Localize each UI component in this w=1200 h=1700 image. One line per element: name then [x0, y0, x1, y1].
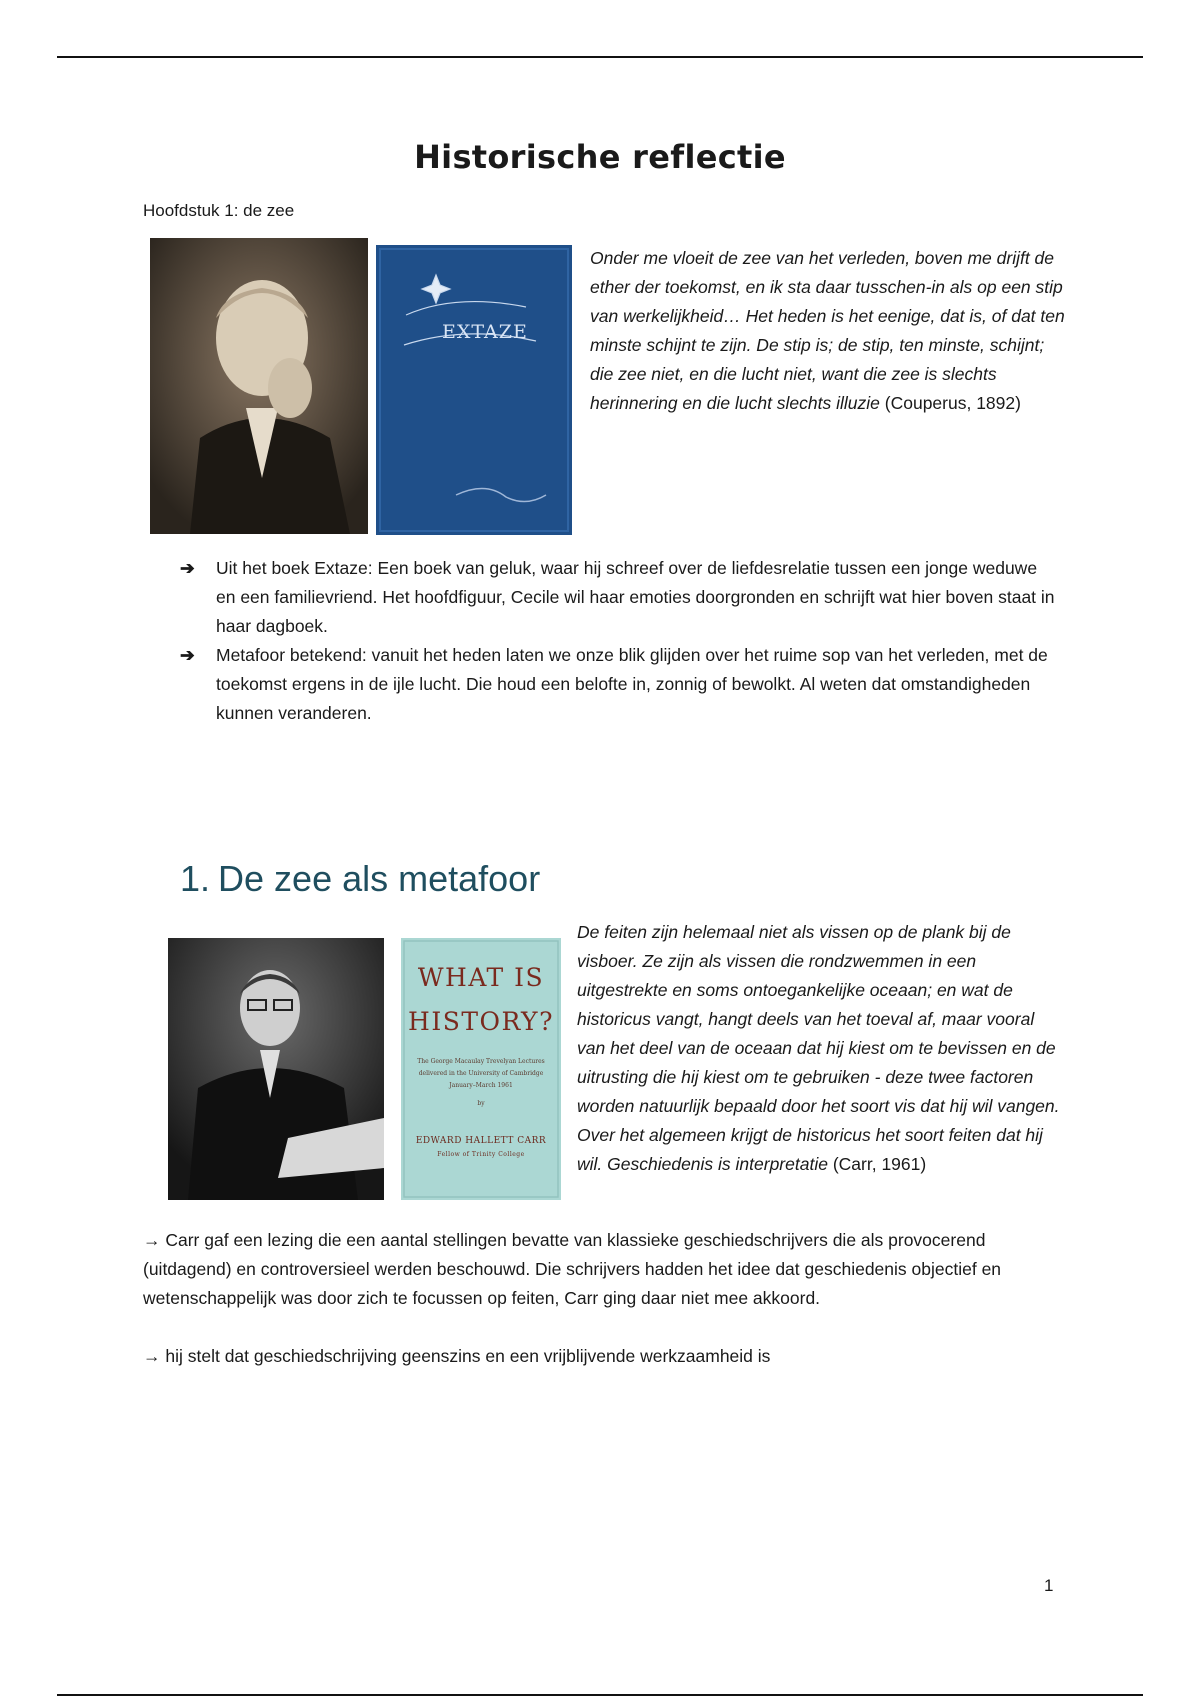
carr-portrait-photo — [168, 938, 384, 1200]
section-title: De zee als metafoor — [218, 858, 541, 899]
book-cover-author — [401, 1134, 561, 1162]
book-cover-by: by — [477, 1100, 485, 1107]
paragraph: → Carr gaf een lezing die een aantal stellingen bevatte van klassieke geschiedschrijvers die als provocerend (uitdagend) en controversieel werden beschouwd. Die schrijvers hadden het idee dat geschiedenis objectief en wetenschappelijk was door zich te focussen op feiten, Carr ging daar niet mee akkoord. — [143, 1230, 1002, 1308]
list-item — [180, 554, 1060, 641]
book-cover-title-line: HISTORY? — [408, 1007, 554, 1036]
couperus-portrait-photo — [150, 238, 368, 534]
couperus-quote-text: Onder me vloeit de zee van het verleden, boven me drijft de ether der toekomst, en ik sta daar tusschen-in als op een stip van werkelijkheid… Het heden is het eenige, dat is, of dat ten minste schijnt te zijn. De stip is; de stip, ten minste, schijnt; die zee niet, en die lucht niet, want die zee is slechts herinnering en die lucht slechts illuzie — [590, 248, 1065, 413]
carr-quote — [577, 918, 1065, 1179]
carr-quote-text: De feiten zijn helemaal niet als vissen op de plank bij de visboer. Ze zijn als vissen die rondzwemmen in een uitgestrekte en soms ontoegankelijke oceaan; en wat de historicus vangt, hangt deels van het toeval af, maar vooral van het deel van de oceaan dat hij kiest om te bevissen en de uitrusting die hij kiest om te gebruiken - deze twee factoren worden natuurlijk bepaald door het soort vis dat hij wil vangen. Over het algemeen krijgt de historicus het soort feiten dat hij wil. Geschiedenis is interpretatie — [577, 922, 1060, 1174]
document-title: Historische reflectie — [414, 138, 786, 176]
arrow-bullet-icon: ➔ — [180, 558, 195, 578]
couperus-quote — [590, 244, 1065, 418]
extaze-book-cover — [376, 245, 572, 535]
couperus-quote-citation: (Couperus, 1892) — [884, 393, 1021, 413]
intro-bullet-list — [180, 554, 1060, 728]
bullet-text: Metafoor betekend: vanuit het heden laten we onze blik glijden over het ruime sop van het verleden, met de toekomst ergens in de ijle lucht. Die houd een belofte in, zonnig of bewolkt. Al weten dat omstandigheden kunnen veranderen. — [216, 645, 1048, 723]
book-cover-author-name: EDWARD HALLETT CARR — [415, 1136, 547, 1146]
section-number: 1. — [180, 858, 211, 899]
header-rule — [57, 56, 1143, 58]
book-cover-title — [401, 956, 561, 1044]
footer-rule — [57, 1694, 1143, 1696]
bullet-text: Uit het boek Extaze: Een boek van geluk, waar hij schreef over de liefdesrelatie tussen een jonge weduwe en een familievriend. Het hoofdfiguur, Cecile wil haar emoties doorgronden en schrijft wat hier boven staat in haar dagboek. — [216, 558, 1055, 636]
list-item — [180, 641, 1060, 728]
book-cover-author-note: Fellow of Trinity College — [437, 1151, 525, 1158]
extaze-cover-title: EXTAZE — [442, 321, 528, 343]
section-heading — [180, 858, 540, 900]
chapter-label: Hoofdstuk 1: de zee — [143, 201, 295, 220]
book-cover-subtitle — [413, 1056, 549, 1110]
paragraph: → hij stelt dat geschiedschrijving geenszins en een vrijblijvende werkzaamheid is — [143, 1346, 771, 1366]
book-cover-subtitle-text: The George Macaulay Trevelyan Lectures delivered in the University of Cambridge January–March 1961 — [417, 1058, 545, 1089]
what-is-history-book-cover — [401, 938, 561, 1200]
page-number: 1 — [1044, 1576, 1054, 1595]
carr-quote-citation: (Carr, 1961) — [832, 1154, 927, 1174]
book-cover-title-line: WHAT IS — [417, 963, 545, 992]
arrow-bullet-icon: ➔ — [180, 645, 195, 665]
